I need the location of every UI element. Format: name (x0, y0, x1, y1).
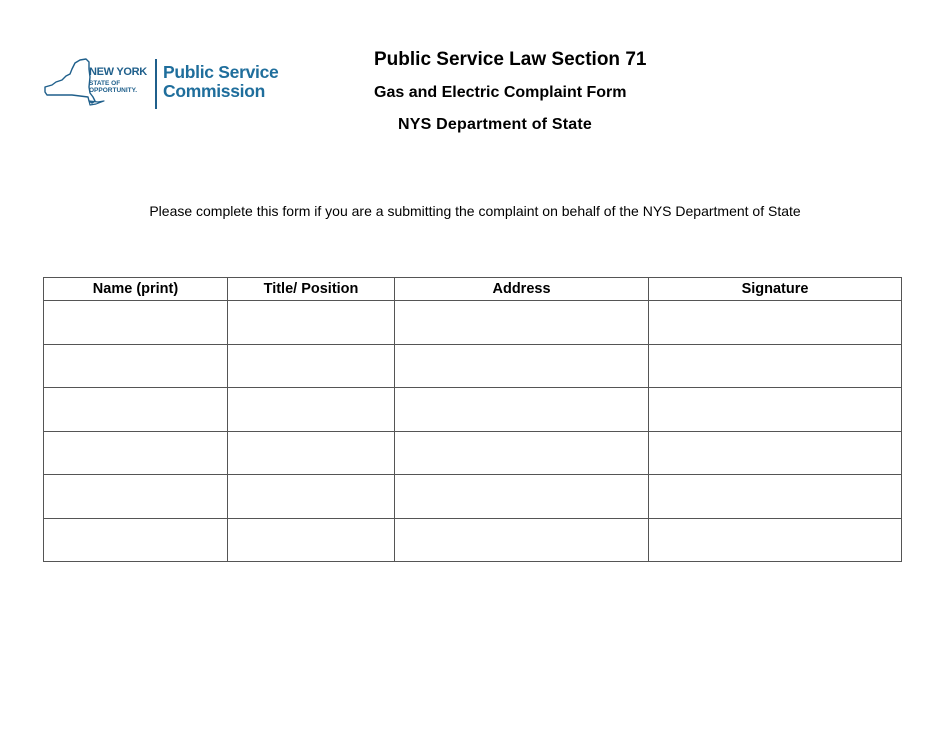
address-cell[interactable] (395, 301, 649, 345)
title-cell[interactable] (228, 388, 395, 432)
name-cell[interactable] (44, 475, 228, 519)
title-cell[interactable] (228, 431, 395, 475)
name-field[interactable] (44, 301, 227, 344)
signature-cell[interactable] (649, 344, 902, 388)
table-row (44, 518, 902, 562)
title-cell[interactable] (228, 518, 395, 562)
column-header-title: Title/ Position (228, 278, 395, 301)
address-cell[interactable] (395, 388, 649, 432)
address-field[interactable] (395, 301, 648, 344)
address-field[interactable] (395, 475, 648, 518)
name-field[interactable] (44, 345, 227, 388)
signature-field[interactable] (649, 345, 901, 388)
nys-psc-logo (42, 57, 292, 113)
form-instruction: Please complete this form if you are a submitting the complaint on behalf of the NYS Department of State (149, 203, 801, 219)
address-cell[interactable] (395, 475, 649, 519)
logo-agency-line2: Commission (163, 81, 266, 101)
column-header-name: Name (print) (44, 278, 228, 301)
form-title: Public Service Law Section 71 (374, 49, 647, 70)
table-row (44, 475, 902, 519)
signature-table (43, 277, 902, 562)
signature-cell[interactable] (649, 388, 902, 432)
name-field[interactable] (44, 519, 227, 562)
name-cell[interactable] (44, 344, 228, 388)
signature-cell[interactable] (649, 301, 902, 345)
title-cell[interactable] (228, 475, 395, 519)
table-row (44, 301, 902, 345)
title-field[interactable] (228, 388, 394, 431)
address-cell[interactable] (395, 344, 649, 388)
signature-cell[interactable] (649, 518, 902, 562)
signature-cell[interactable] (649, 475, 902, 519)
table-header-row (44, 278, 902, 301)
form-department: NYS Department of State (398, 116, 592, 133)
logo-agency-line1: Public Service (163, 62, 279, 82)
logo-tagline-2: OPPORTUNITY. (89, 87, 138, 94)
signature-field[interactable] (649, 388, 901, 431)
title-field[interactable] (228, 432, 394, 475)
logo-tagline-1: STATE OF (89, 80, 121, 87)
logo-agency-name (163, 63, 278, 101)
name-cell[interactable] (44, 431, 228, 475)
name-cell[interactable] (44, 301, 228, 345)
table-row (44, 388, 902, 432)
form-subtitle: Gas and Electric Complaint Form (374, 84, 627, 101)
signature-field[interactable] (649, 301, 901, 344)
title-cell[interactable] (228, 344, 395, 388)
title-field[interactable] (228, 345, 394, 388)
name-field[interactable] (44, 388, 227, 431)
signature-cell[interactable] (649, 431, 902, 475)
signature-field[interactable] (649, 432, 901, 475)
title-field[interactable] (228, 475, 394, 518)
title-field[interactable] (228, 301, 394, 344)
address-field[interactable] (395, 432, 648, 475)
address-field[interactable] (395, 345, 648, 388)
column-header-address: Address (395, 278, 649, 301)
title-field[interactable] (228, 519, 394, 562)
column-header-signature: Signature (649, 278, 902, 301)
name-cell[interactable] (44, 518, 228, 562)
name-cell[interactable] (44, 388, 228, 432)
logo-divider (155, 59, 157, 109)
address-field[interactable] (395, 388, 648, 431)
name-field[interactable] (44, 475, 227, 518)
table-row (44, 431, 902, 475)
name-field[interactable] (44, 432, 227, 475)
table-row (44, 344, 902, 388)
address-cell[interactable] (395, 431, 649, 475)
logo-state-name: NEW YORK (89, 66, 147, 78)
address-cell[interactable] (395, 518, 649, 562)
address-field[interactable] (395, 519, 648, 562)
signature-field[interactable] (649, 475, 901, 518)
title-cell[interactable] (228, 301, 395, 345)
signature-field[interactable] (649, 519, 901, 562)
